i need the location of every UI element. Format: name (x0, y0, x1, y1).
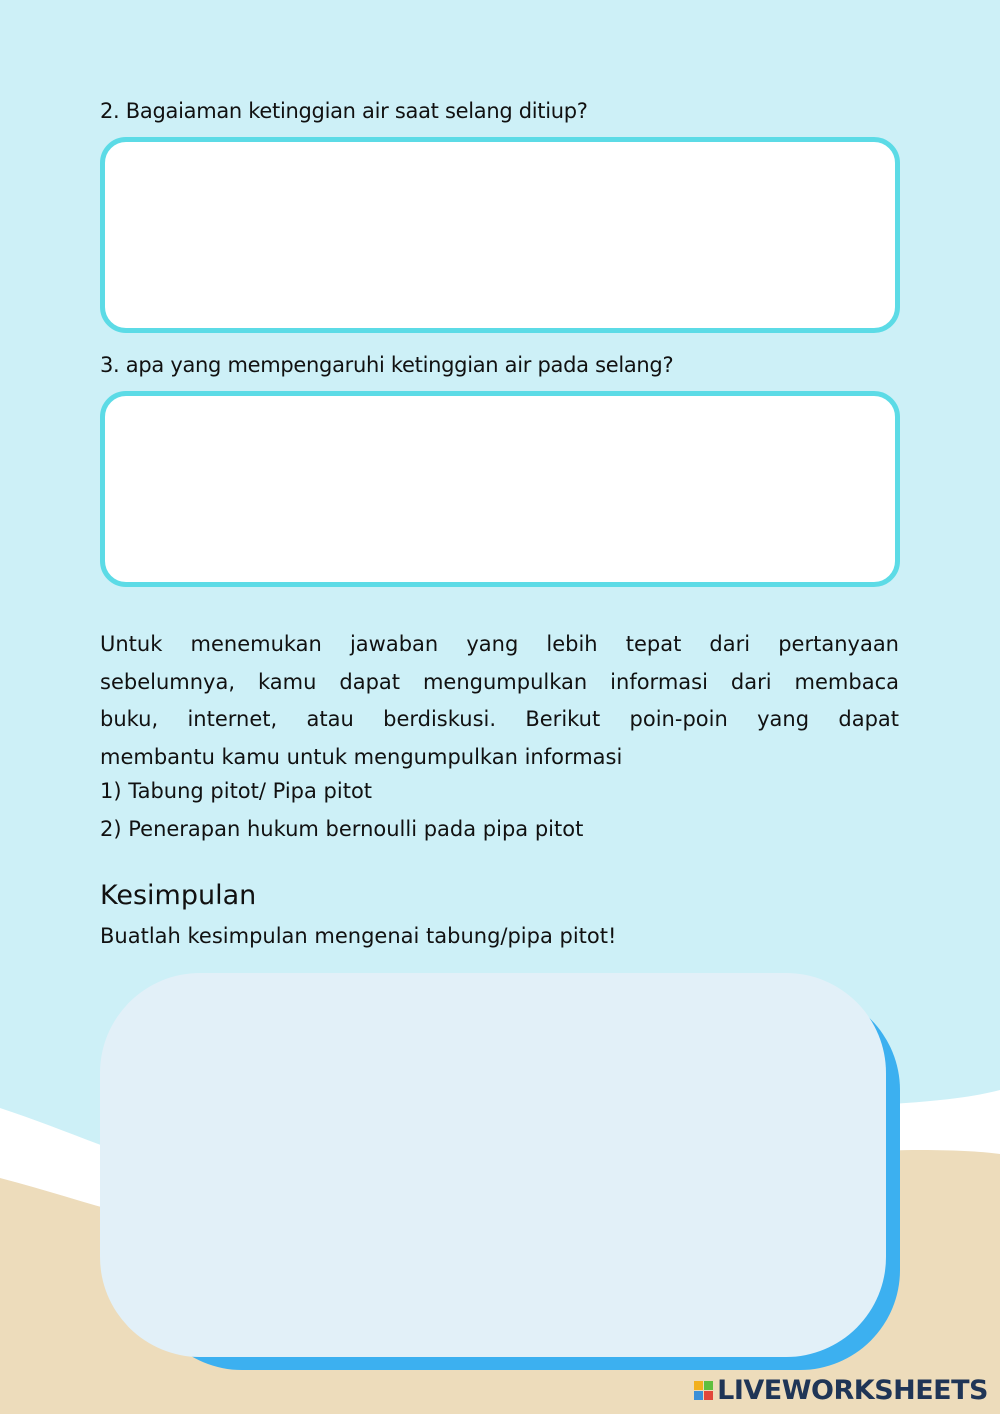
info-point-2: 2) Penerapan hukum bernoulli pada pipa pitot (100, 817, 584, 841)
question-2-text: 2. Bagaiaman ketinggian air saat selang ditiup? (100, 99, 588, 123)
answer-box-question-2[interactable] (100, 137, 900, 333)
conclusion-answer-box[interactable] (100, 973, 886, 1357)
conclusion-instruction: Buatlah kesimpulan mengenai tabung/pipa pitot! (100, 924, 617, 948)
answer-box-question-3[interactable] (100, 391, 900, 587)
liveworksheets-brand-name: LIVEWORKSHEETS (717, 1375, 988, 1406)
conclusion-heading: Kesimpulan (100, 880, 257, 911)
info-paragraph-line-2: sebelumnya, kamu dapat mengumpulkan informasi dari membaca (100, 669, 899, 694)
info-paragraph-line-3: buku, internet, atau berdiskusi. Berikut poin-poin yang dapat (100, 707, 899, 732)
info-paragraph-line-1: Untuk menemukan jawaban yang lebih tepat dari pertanyaan (100, 632, 899, 656)
liveworksheets-brand (694, 1375, 988, 1406)
info-point-1: 1) Tabung pitot/ Pipa pitot (100, 779, 373, 803)
info-paragraph (100, 626, 899, 776)
question-3-text: 3. apa yang mempengaruhi ketinggian air pada selang? (100, 353, 674, 377)
liveworksheets-logo-icon (694, 1381, 714, 1401)
info-paragraph-line-4: membantu kamu untuk mengumpulkan informasi (100, 744, 623, 769)
